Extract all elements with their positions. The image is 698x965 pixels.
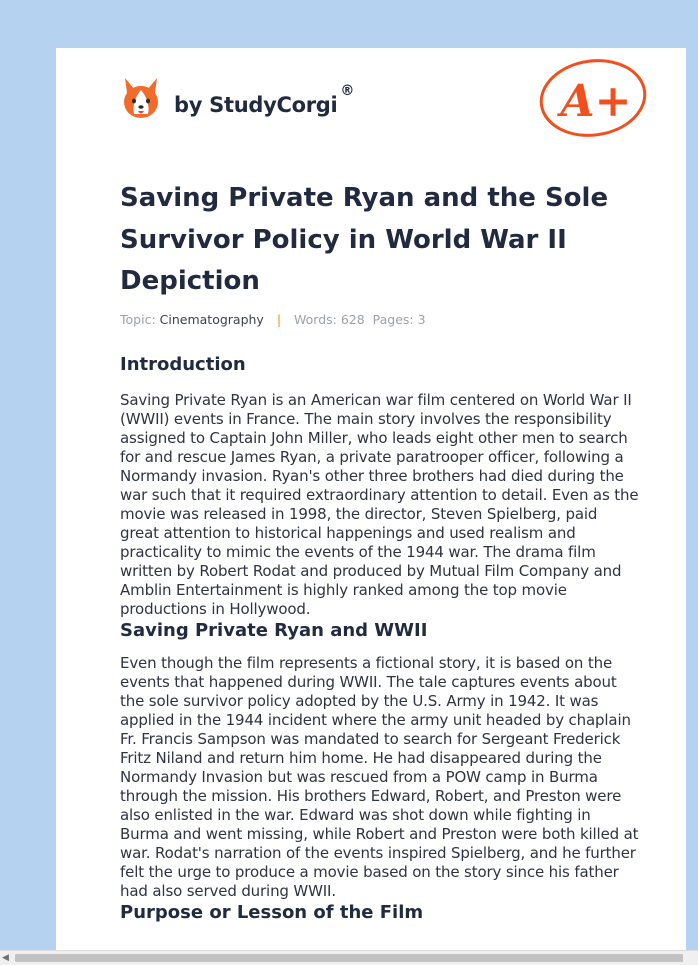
topic-link[interactable]: Cinematography [159,312,264,327]
section-heading-introduction: Introduction [120,354,246,375]
corgi-logo-icon [122,76,160,120]
section-paragraph-introduction: Saving Private Ryan is an American war film centered on World War II (WWII) events in France. The main story involves the responsibility assigned to Captain John Miller, who leads eight other men to search for and rescue James Ryan, a private paratrooper officer, following a Normandy invasion. Ryan's other three brothers had died during the war such that it required extraordinary attention to detail. Even as the movie was released in 1998, the director, Steven Spielberg, paid great attention to historical happenings and used realism and practicality to mimic the events of the 1944 war. The drama film written by Robert Rodat and produced by Mutual Film Company and Amblin Entertainment is highly ranked among the top movie productions in Hollywood. [120,391,639,618]
document-title: Saving Private Ryan and the Sole Survivor Policy in World War II Depiction [120,183,609,296]
section-paragraph-ryan-wwii: Even though the film represents a fictional story, it is based on the events that happened during WWII. The tale captures events about the sole survivor policy adopted by the U.S. Army in 1942. It was applied in the 1944 incident where the army unit headed by chaplain Fr. Francis Sampson was mandated to search for Sergeant Frederick Fritz Niland and return him home. He had disappeared during the Normandy Invasion but was rescued from a POW camp in Burma through the mission. His brothers Edward, Robert, and Preston were also enlisted in the war. Edward was shot down while fighting in Burma and went missing, while Robert and Preston were both killed at war. Rodat's narration of the events inspired Spielberg, and he further felt the urge to produce a movie based on the story since his father had also served during WWII. [120,654,639,900]
scrollbar-thumb[interactable] [15,954,683,962]
registered-mark: ® [340,83,355,99]
studycorgi-logo[interactable] [122,76,354,120]
meta-separator: | [276,312,282,327]
page-count: Pages: 3 [372,312,426,327]
section-heading-ryan-wwii: Saving Private Ryan and WWII [120,620,428,641]
brand-name: by StudyCorgi® [174,83,355,117]
scroll-left-arrow-icon[interactable]: ◀ [2,953,9,963]
document-meta [120,312,426,327]
document-body [120,353,640,925]
document-page [56,48,686,952]
a-plus-grade-badge [538,58,648,142]
grade-text: A+ [560,76,632,127]
topic-label: Topic: [120,312,156,327]
horizontal-scrollbar[interactable] [0,950,698,965]
word-count: Words: 628 [294,312,365,327]
section-heading-purpose: Purpose or Lesson of the Film [120,902,424,923]
